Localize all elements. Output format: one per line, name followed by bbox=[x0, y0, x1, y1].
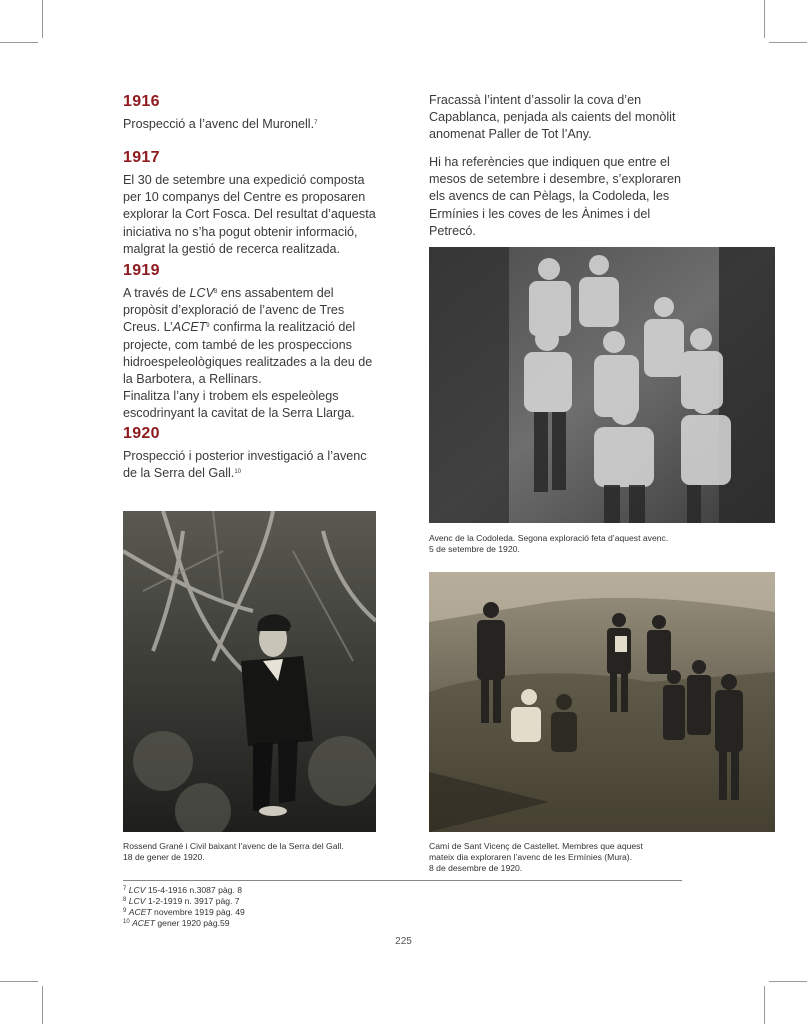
crop-mark bbox=[42, 986, 43, 1024]
entry-text-1916: Prospecció a l’avenc del Muronell.$^7$ bbox=[123, 117, 318, 131]
crop-mark bbox=[769, 981, 807, 982]
year-heading-1917: 1917 bbox=[123, 149, 160, 166]
photo-codoleda-image bbox=[429, 247, 775, 523]
entry-text-1917: El 30 de setembre una expedició composta per 10 companys del Centre es proposaren explorar la Cort Fosca. Del resultat d’aquesta iniciativa no s’ha pogut obtenir informació, malgrat la gestió de recerca realitzada. bbox=[123, 173, 376, 256]
footnote-8: $^8$ LCV 1-2-1919 n. 3917 pàg. 7 bbox=[123, 896, 240, 906]
right-paragraph-1: Fracassà l’intent d’assolir la cova d’en Capablanca, penjada als caients del monòlit anomenat Paller de Tot l’Any. bbox=[429, 93, 676, 142]
right-paragraph-2: Hi ha referències que indiquen que entre el mesos de setembre i desembre, s’exploraren els avencs de can Pèlags, la Codoleda, les Ermínies i les coves de les Ànimes i del Petrecó. bbox=[429, 155, 681, 238]
photo-codoleda-group bbox=[429, 247, 775, 523]
caption-photo-cami: Camí de Sant Vicenç de Castellet. Membres que aquest mateix dia exploraren l’avenc de les Ermínies (Mura). 8 de desembre de 1920. bbox=[429, 841, 643, 873]
footnote-ref: 7 bbox=[314, 120, 318, 126]
footnote-ref: 10 bbox=[234, 469, 241, 476]
footnote-7: $^7$ LCV 15-4-1916 n.3087 pàg. 8 bbox=[123, 885, 242, 895]
footnote-ref: 8 bbox=[214, 289, 218, 295]
year-heading-1916: 1916 bbox=[123, 93, 160, 110]
crop-mark bbox=[42, 0, 43, 38]
crop-mark bbox=[0, 42, 38, 43]
photo-cami-sant-vicenc bbox=[429, 572, 775, 832]
caption-photo-codoleda: Avenc de la Codoleda. Segona exploració feta d’aquest avenc. 5 de setembre de 1920. bbox=[429, 533, 669, 554]
photo-cami-image bbox=[429, 572, 775, 832]
year-heading-1919: 1919 bbox=[123, 262, 160, 279]
crop-mark bbox=[0, 981, 38, 982]
crop-mark bbox=[769, 42, 807, 43]
year-heading-1920: 1920 bbox=[123, 425, 160, 442]
footnote-9: $^9$ ACET novembre 1919 pàg. 49 bbox=[123, 907, 245, 917]
page-number: 225 bbox=[395, 936, 412, 947]
caption-photo-rossend: Rossend Grané i Civil baixant l’avenc de la Serra del Gall. 18 de gener de 1920. bbox=[123, 841, 344, 862]
photo-rossend-image bbox=[123, 511, 376, 832]
footnote-ref: 9 bbox=[206, 323, 210, 330]
crop-mark bbox=[764, 0, 765, 38]
entry-text-1919: A través de LCV$^8$ ens assabentem del propòsit d’exploració de l’avenc de Tres Creus. L’ACET$^9$ confirma la realització del projecte, com també de les prospeccions hidroespeleològiques realitzades a la deu de la Barbotera, a Rellinars. Finalitza l’any i trobem els espeleòlegs escodrinyant la cavitat de la Serra Llarga. bbox=[123, 286, 373, 421]
photo-rossend-grane bbox=[123, 511, 376, 832]
footnote-separator bbox=[123, 880, 682, 881]
entry-text-1920: Prospecció i posterior investigació a l’avenc de la Serra del Gall.$^{10}$ bbox=[123, 449, 367, 481]
crop-mark bbox=[764, 986, 765, 1024]
footnote-10: $^{10}$ ACET gener 1920 pàg.59 bbox=[123, 918, 230, 928]
